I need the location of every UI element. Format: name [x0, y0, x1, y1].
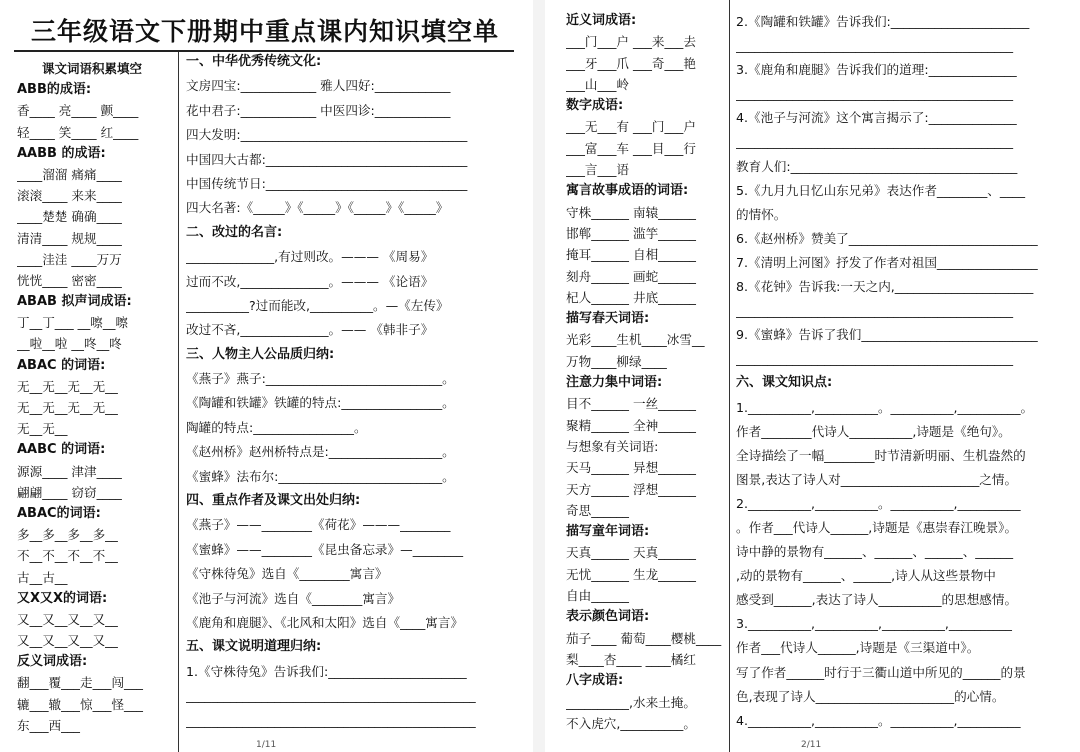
text-line: 1.《守株待兔》告诉我们:______________________ — [186, 663, 467, 679]
text-line: 4.__________,__________。__________,__________ — [736, 712, 1021, 728]
text-line: 《赵州桥》赵州桥特点是:__________________。 — [186, 444, 455, 460]
text-line: 辘___辙___惊___怪___ — [17, 696, 143, 712]
page-number: 2/11 — [801, 740, 822, 750]
text-line: 多__多__多__多__ — [17, 527, 118, 543]
text-line: 文房四宝:____________ 雅人四好:____________ — [186, 78, 451, 94]
text-line: ____________________________________________ — [736, 134, 1014, 150]
column-divider — [729, 0, 730, 752]
column-divider — [178, 52, 179, 752]
text-line: 与想象有关词语: — [566, 438, 659, 454]
text-line: ___山___岭 — [566, 76, 629, 92]
section-heading: 描写春天词语: — [566, 311, 650, 327]
text-line: 4.《池子与河流》这个寓言揭示了:______________ — [736, 110, 1017, 126]
section-heading: 八字成语: — [566, 673, 624, 689]
text-line: 5.《九月九日忆山东兄弟》表达作者________、____ — [736, 182, 1026, 198]
text-line: 过而不改,______________。——— 《论语》 — [186, 273, 434, 289]
text-line: 翩翩____ 窃窃____ — [17, 484, 122, 500]
section-heading: ABAC 的词语: — [17, 357, 106, 373]
text-line: 杞人______ 井底______ — [566, 289, 696, 305]
text-line: 无__无__ — [17, 421, 68, 437]
text-line: 不入虎穴,__________。 — [566, 715, 696, 731]
section-heading: 又X又X的词语: — [17, 590, 108, 606]
section-heading: 三、人物主人公品质归纳: — [186, 346, 335, 362]
section-heading: 数字成语: — [566, 98, 624, 114]
text-line: 中国传统节日:________________________________ — [186, 175, 468, 191]
vocabulary-column — [566, 10, 731, 734]
text-line: ______________________________________________ — [186, 688, 476, 704]
text-line: ___门___户 ___来___去 — [566, 34, 696, 50]
section-heading: 近义词成语: — [566, 13, 637, 28]
text-line: 丁__丁___ __嚓__嚓 — [17, 315, 129, 331]
section-heading: 二、改过的名言: — [186, 224, 283, 240]
text-line: 万物____柳绿____ — [566, 353, 667, 369]
text-line: 3.__________,__________,__________,__________ — [736, 616, 1012, 632]
column-subtitle: 课文词语积累填空 — [41, 61, 142, 76]
text-line: 滚滚____ 来来____ — [17, 188, 122, 204]
text-line: 《鹿角和鹿腿》、《北风和太阳》选自《____寓言》 — [186, 614, 464, 630]
section-heading: 寓言故事成语的词语: — [566, 183, 689, 199]
text-line: 古__古__ — [17, 569, 68, 585]
text-line: 《蜜蜂》——________《昆虫备忘录》—________ — [186, 541, 464, 557]
text-line: 1.__________,__________。__________,__________。 — [736, 399, 1034, 415]
text-line: __________,水来土掩。 — [566, 694, 696, 710]
page-title: 三年级语文下册期中重点课内知识填空单 — [30, 17, 499, 46]
text-line: 的情怀。 — [736, 206, 787, 222]
text-line: 轻____ 笑____ 红____ — [17, 124, 139, 140]
section-heading: 描写童年词语: — [566, 524, 650, 540]
text-line: 2.《陶罐和铁罐》告诉我们:______________________ — [736, 14, 1030, 29]
text-line: 天方______ 浮想______ — [566, 481, 696, 497]
text-line: 6.《赵州桥》赞美了______________________________ — [736, 230, 1038, 246]
text-line: 色,表现了诗人______________________的心情。 — [736, 688, 1005, 704]
text-line: __啦__啦 __咚__咚 — [17, 336, 122, 352]
text-line: 邯郸______ 滥竽______ — [566, 225, 696, 241]
text-line: 。作者___代诗人______,诗题是《惠崇春江晚景》。 — [736, 519, 1018, 535]
text-line: 掩耳______ 自相______ — [566, 247, 696, 263]
text-line: 图景,表达了诗人对______________________之情。 — [736, 471, 1018, 487]
text-line: 天真______ 天真______ — [566, 545, 696, 561]
text-line: 作者________代诗人__________,诗题是《绝句》。 — [736, 423, 1011, 439]
text-line: ____洼洼 ____万万 — [17, 251, 122, 267]
text-line: 《燕子》——________《荷花》———________ — [186, 517, 451, 533]
text-line: 《守株待兔》选自《________寓言》 — [186, 566, 388, 582]
text-line: 又__又__又__又__ — [17, 611, 118, 627]
text-line: __________?过而能改,__________。—《左传》 — [186, 297, 449, 313]
text-line: 梨____杏____ ____橘红 — [566, 651, 696, 667]
text-line: ____________________________________________ — [736, 38, 1014, 54]
text-line: ___无___有 ___门___户 — [566, 119, 696, 135]
text-line: 9.《蜜蜂》告诉了我们____________________________ — [736, 327, 1038, 343]
text-line: ____________________________________________ — [736, 86, 1014, 102]
text-line: 陶罐的特点:________________。 — [186, 419, 367, 435]
text-line: 改过不吝,______________。—— 《韩非子》 — [186, 322, 434, 338]
text-line: 目不______ 一丝______ — [566, 396, 696, 412]
text-line: ,动的景物有______、______,诗人从这些景物中 — [736, 568, 996, 584]
text-line: ____________________________________________ — [736, 303, 1014, 319]
text-line: 刻舟______ 画蛇______ — [566, 268, 696, 284]
section-heading: 反义词成语: — [17, 654, 88, 670]
text-line: ______________________________________________ — [186, 712, 476, 728]
text-line: 守株______ 南辕______ — [566, 204, 696, 220]
section-heading: 一、中华优秀传统文化: — [186, 54, 322, 69]
text-line: 自由______ — [566, 588, 629, 604]
page-1 — [0, 0, 533, 752]
text-line: 天马______ 异想______ — [566, 460, 696, 476]
section-heading: ABAC的词语: — [17, 505, 101, 521]
text-line: 全诗描绘了一幅________时节清新明丽、生机盎然的 — [736, 447, 1026, 463]
page-number: 1/11 — [256, 740, 277, 750]
knowledge-column — [736, 10, 1071, 733]
text-line: 作者___代诗人______,诗题是《三渠道中》。 — [736, 640, 980, 656]
text-line: 茄子____ 葡萄____樱桃____ — [566, 630, 722, 646]
text-line: 教育人们:____________________________________ — [736, 158, 1018, 174]
text-line: ____溜溜 痛痛____ — [17, 166, 122, 182]
text-line: ____楚楚 确确____ — [17, 209, 122, 225]
text-line: 东___西___ — [17, 717, 80, 733]
text-line: 《蜜蜂》法布尔:__________________________。 — [186, 468, 455, 484]
text-line: 四大发明:____________________________________ — [186, 127, 468, 143]
text-line: 3.《鹿角和鹿腿》告诉我们的道理:______________ — [736, 62, 1017, 78]
text-line: 无忧______ 生龙______ — [566, 566, 696, 582]
text-line: 聚精______ 全神______ — [566, 417, 696, 433]
text-line: 清清____ 规规____ — [17, 230, 122, 246]
text-line: 中国四大古都:________________________________ — [186, 151, 468, 167]
vocabulary-column — [17, 58, 167, 736]
text-line: 四大名著:《_____》《_____》《_____》《_____》 — [186, 200, 449, 216]
text-line: 7.《清明上河图》抒发了作者对祖国________________ — [736, 254, 1038, 270]
text-line: 感受到______,表达了诗人__________的思想感情。 — [736, 592, 1018, 608]
section-heading: ABAB 拟声词成语: — [17, 294, 132, 310]
text-line: 源源____ 津津____ — [17, 463, 122, 479]
text-line: 诗中静的景物有______、______、______、______ — [736, 544, 1014, 560]
text-line: 《陶罐和铁罐》铁罐的特点:________________。 — [186, 395, 455, 411]
text-line: 写了作者______时行于三衢山道中所见的______的景 — [736, 664, 1026, 680]
text-line: ___富___车 ___目___行 — [566, 140, 696, 156]
text-line: 8.《花钟》告诉我:一天之内,______________________ — [736, 279, 1034, 295]
text-line: 恍恍____ 密密____ — [17, 272, 122, 288]
section-heading: 六、课文知识点: — [736, 375, 833, 391]
page-2 — [545, 0, 1080, 752]
text-line: 光彩____生机____冰雪__ — [566, 332, 705, 348]
text-line: 翻___覆___走___闯___ — [17, 675, 143, 691]
text-line: 无__无__无__无__ — [17, 400, 118, 415]
text-line: ___言___语 — [566, 162, 629, 178]
section-heading: 五、课文说明道理归纳: — [186, 639, 322, 655]
text-line: 香____ 亮____ 颤____ — [17, 103, 139, 119]
section-heading: AABB 的成语: — [17, 145, 106, 161]
text-line: 2.__________,__________。__________,__________ — [736, 495, 1021, 511]
text-line: 奇思______ — [566, 502, 629, 518]
text-line: 不__不__不__不__ — [17, 548, 118, 564]
section-heading: 四、重点作者及课文出处归纳: — [186, 493, 361, 509]
text-line: 《池子与河流》选自《________寓言》 — [186, 590, 401, 606]
section-heading: ABB的成语: — [17, 82, 92, 98]
text-line: ______________,有过则改。——— 《周易》 — [186, 249, 434, 265]
section-heading: 表示颜色词语: — [566, 609, 650, 625]
text-line: 又__又__又__又__ — [17, 633, 118, 649]
text-line: 《燕子》燕子:____________________________。 — [186, 371, 455, 387]
section-heading: 注意力集中词语: — [566, 375, 663, 391]
knowledge-column — [186, 50, 521, 733]
text-line: 花中君子:____________ 中医四诊:____________ — [186, 102, 451, 118]
section-heading: AABC 的词语: — [17, 442, 106, 458]
text-line: 无__无__无__无__ — [17, 378, 118, 394]
text-line: ___牙___爪 ___奇___艳 — [566, 55, 696, 71]
text-line: ____________________________________________ — [736, 351, 1014, 367]
